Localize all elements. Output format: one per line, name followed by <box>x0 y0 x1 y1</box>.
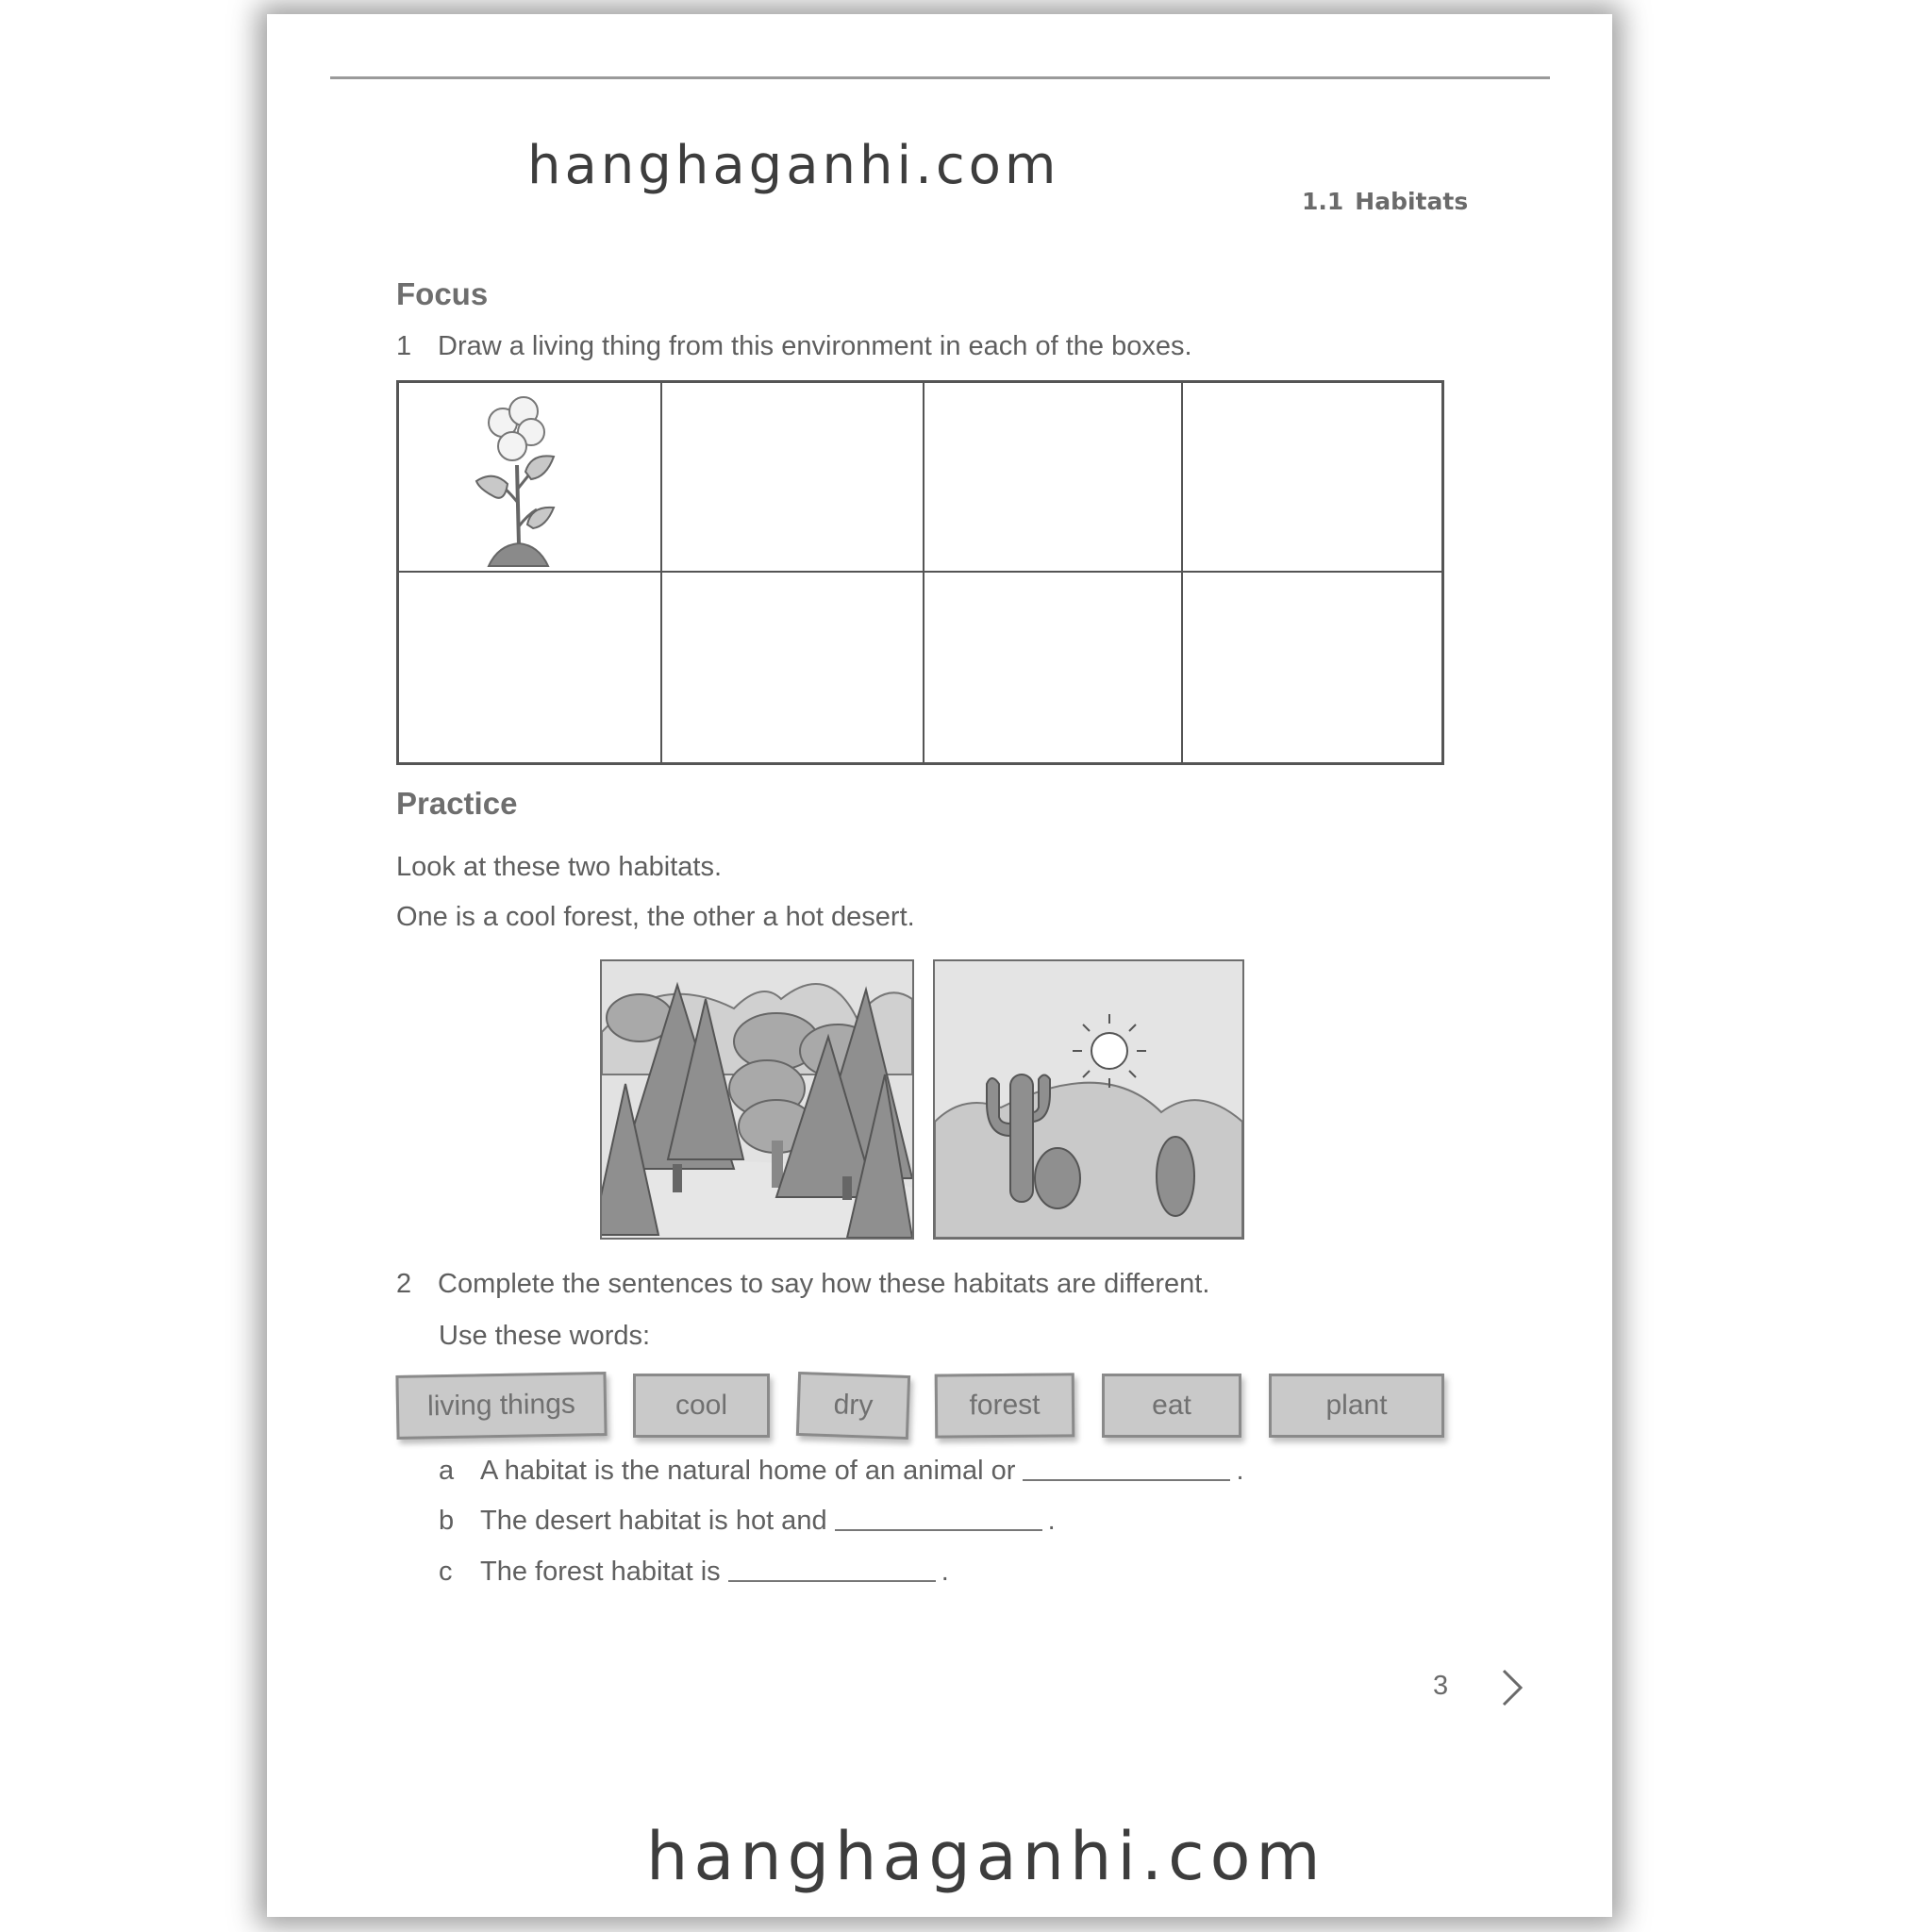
chevron-right-icon <box>1498 1667 1526 1708</box>
forest-image <box>600 959 914 1240</box>
watermark-bottom: hanghaganhi.com <box>646 1818 1326 1895</box>
word-card-living-things[interactable]: living things <box>395 1372 607 1440</box>
sentence-a <box>439 1456 1244 1487</box>
question-1 <box>396 331 1192 362</box>
chapter-label <box>1302 188 1468 215</box>
word-card-plant[interactable]: plant <box>1269 1374 1444 1438</box>
drawing-box-5[interactable] <box>399 573 662 762</box>
question-number: 1 <box>396 331 412 361</box>
word-card-cool[interactable]: cool <box>633 1374 770 1438</box>
drawing-box-4[interactable] <box>1183 383 1441 573</box>
intro-line-1: Look at these two habitats. <box>396 852 722 882</box>
sentence-end: . <box>1236 1456 1244 1486</box>
page-number: 3 <box>1433 1671 1449 1701</box>
watermark-top: hanghaganhi.com <box>527 135 1060 196</box>
question-number: 2 <box>396 1269 412 1299</box>
question-text: Draw a living thing from this environment in each of the boxes. <box>438 331 1192 361</box>
intro-line-2: One is a cool forest, the other a hot desert. <box>396 902 915 932</box>
forest-scene-icon <box>602 961 912 1238</box>
drawing-box-8[interactable] <box>1183 573 1441 762</box>
sentence-letter: a <box>439 1456 455 1486</box>
sentence-text: The forest habitat is <box>480 1557 721 1587</box>
practice-heading: Practice <box>396 786 518 821</box>
sentence-b <box>439 1506 1056 1537</box>
question-text: Complete the sentences to say how these habitats are different. <box>438 1269 1210 1299</box>
word-card-eat[interactable]: eat <box>1102 1374 1241 1438</box>
flower-plant-icon <box>475 394 559 569</box>
chapter-title: Habitats <box>1355 188 1469 215</box>
word-bank-label: Use these words: <box>439 1321 651 1351</box>
sentence-end: . <box>1047 1506 1056 1536</box>
sentence-letter: c <box>439 1557 453 1587</box>
drawing-box-3[interactable] <box>924 383 1183 573</box>
drawing-grid <box>396 380 1444 765</box>
desert-image <box>933 959 1244 1240</box>
drawing-box-2[interactable] <box>662 383 924 573</box>
word-card-dry[interactable]: dry <box>796 1372 910 1440</box>
sentence-c <box>439 1557 949 1588</box>
next-page-button[interactable] <box>1498 1667 1526 1708</box>
answer-blank-c[interactable] <box>728 1561 936 1582</box>
sentence-letter: b <box>439 1506 455 1536</box>
answer-blank-a[interactable] <box>1023 1460 1230 1481</box>
drawing-box-7[interactable] <box>924 573 1183 762</box>
sentence-end: . <box>941 1557 949 1587</box>
chapter-number: 1.1 <box>1302 188 1344 215</box>
drawing-box-6[interactable] <box>662 573 924 762</box>
sentence-text: A habitat is the natural home of an animal or <box>480 1456 1016 1486</box>
question-2 <box>396 1269 1209 1300</box>
desert-scene-icon <box>935 961 1242 1238</box>
drawing-box-1[interactable] <box>399 383 662 573</box>
sentence-text: The desert habitat is hot and <box>480 1506 827 1536</box>
answer-blank-b[interactable] <box>835 1510 1042 1531</box>
header-rule <box>330 76 1550 79</box>
worksheet-page <box>267 14 1612 1917</box>
word-card-forest[interactable]: forest <box>935 1373 1075 1438</box>
focus-heading: Focus <box>396 276 489 311</box>
